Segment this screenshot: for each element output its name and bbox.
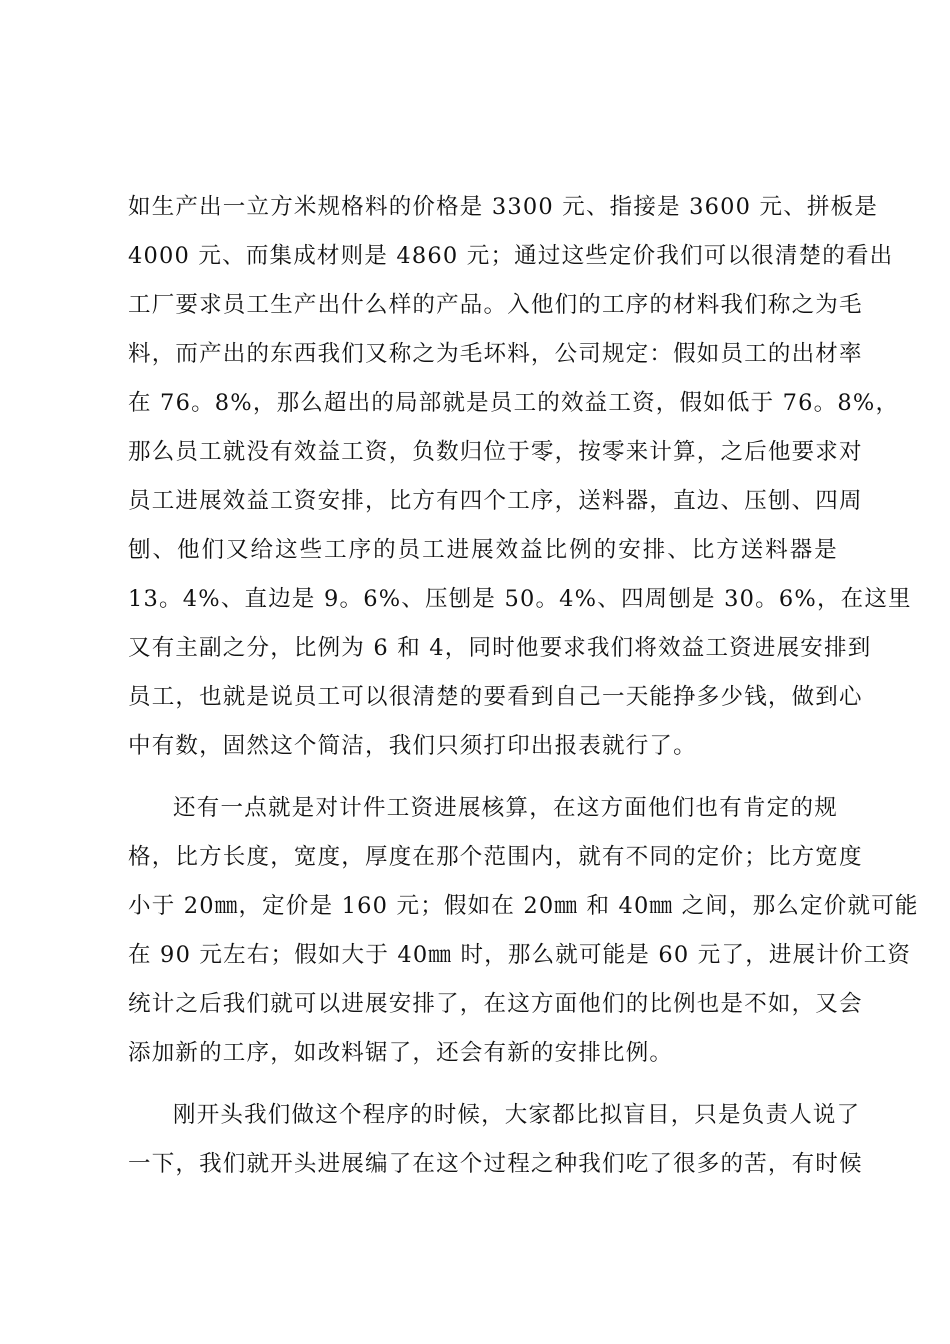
- paragraph-spacing: [128, 771, 838, 784]
- paragraph-2: [128, 784, 919, 1078]
- text-line: 统计之后我们就可以进展安排了，在这方面他们的比例也是不如，又会: [128, 991, 863, 1017]
- paragraph-spacing: [128, 1078, 838, 1091]
- text-line: 料，而产出的东西我们又称之为毛坏料，公司规定：假如员工的出材率: [128, 341, 863, 367]
- text-line: 刚开头我们做这个程序的时候，大家都比拟盲目，只是负责人说了: [173, 1102, 861, 1128]
- body-text: [128, 183, 919, 1189]
- text-line: 在 90 元左右；假如大于 40㎜ 时，那么就可能是 60 元了，进展计价工资: [128, 942, 912, 968]
- text-line: 刨、他们又给这些工序的员工进展效益比例的安排、比方送料器是: [128, 537, 838, 563]
- text-line: 还有一点就是对计件工资进展核算，在这方面他们也有肯定的规: [173, 795, 838, 821]
- paragraph-3: [128, 1091, 863, 1189]
- text-line: 中有数，固然这个简洁，我们只须打印出报表就行了。: [128, 733, 697, 759]
- text-line: 员工，也就是说员工可以很清楚的要看到自己一天能挣多少钱，做到心: [128, 684, 863, 710]
- text-line: 如生产出一立方米规格料的价格是 3300 元、指接是 3600 元、拼板是: [128, 194, 879, 220]
- text-line: 13。4%、直边是 9。6%、压刨是 50。4%、四周刨是 30。6%，在这里: [128, 586, 912, 612]
- text-line: 又有主副之分，比例为 6 和 4，同时他要求我们将效益工资进展安排到: [128, 635, 872, 661]
- text-line: 小于 20㎜，定价是 160 元；假如在 20㎜ 和 40㎜ 之间，那么定价就可能: [128, 893, 919, 919]
- text-line: 员工进展效益工资安排，比方有四个工序，送料器，直边、压刨、四周: [128, 488, 863, 514]
- text-line: 格，比方长度，宽度，厚度在那个范围内，就有不同的定价；比方宽度: [128, 844, 863, 870]
- paragraph-1: [128, 183, 912, 771]
- text-line: 4000 元、而集成材则是 4860 元；通过这些定价我们可以很清楚的看出: [128, 243, 894, 269]
- text-line: 一下，我们就开头进展编了在这个过程之种我们吃了很多的苦，有时候: [128, 1151, 863, 1177]
- text-line: 在 76。8%，那么超出的局部就是员工的效益工资，假如低于 76。8%，: [128, 390, 900, 416]
- text-line: 工厂要求员工生产出什么样的产品。入他们的工序的材料我们称之为毛: [128, 292, 863, 318]
- text-line: 那么员工就没有效益工资，负数归位于零，按零来计算，之后他要求对: [128, 439, 863, 465]
- text-line: 添加新的工序，如改料锯了，还会有新的安排比例。: [128, 1040, 674, 1066]
